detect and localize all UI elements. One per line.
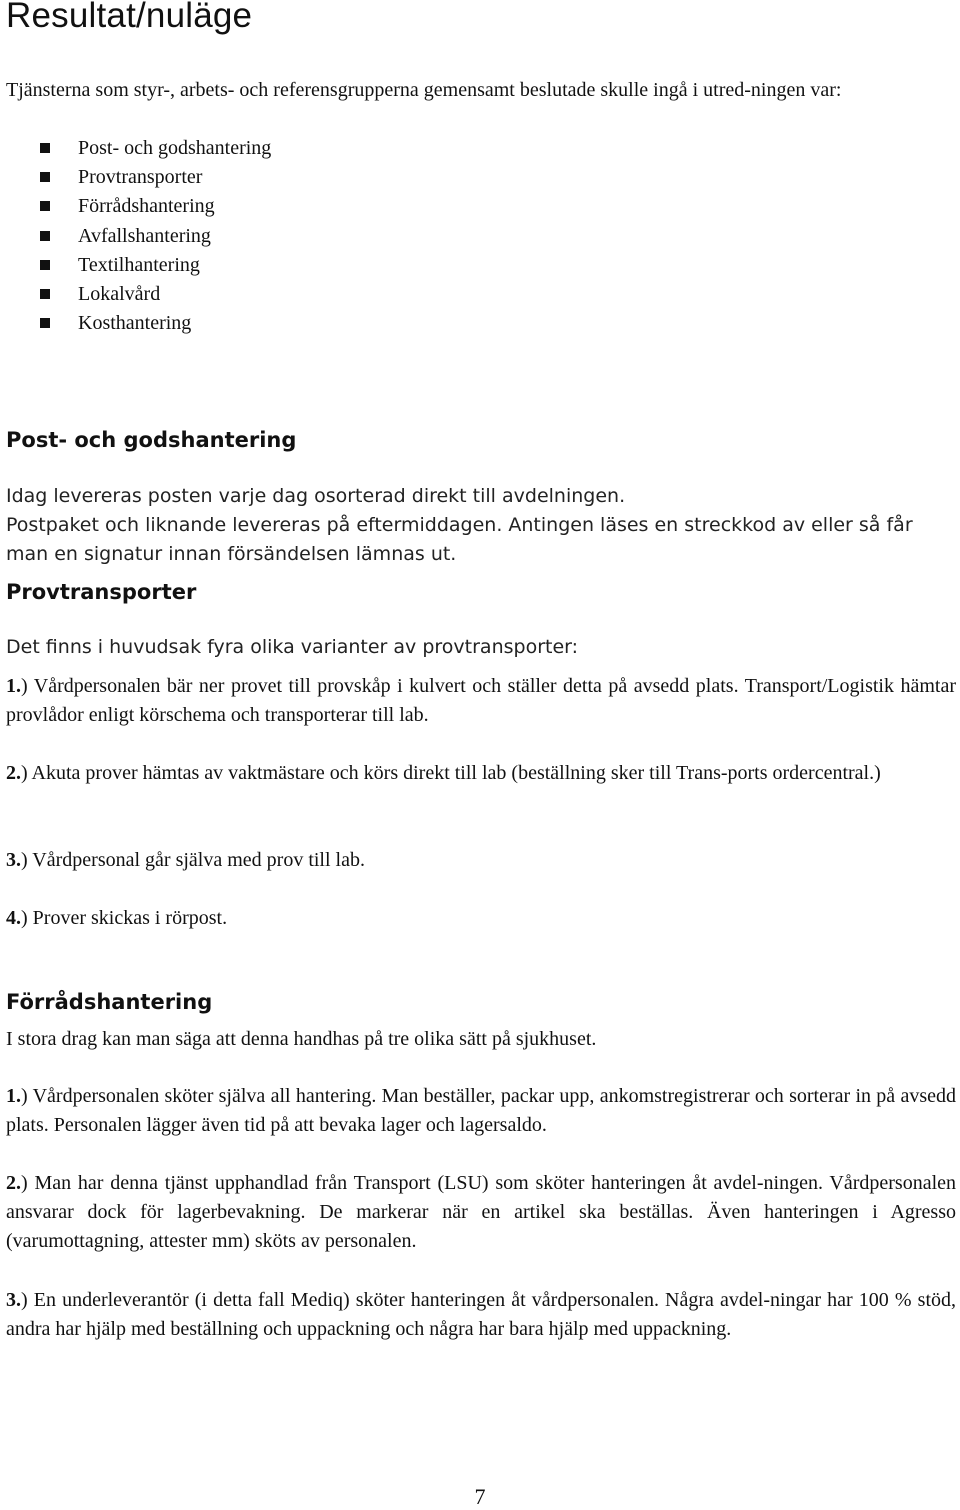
list-item: Provtransporter [40,163,271,192]
item-number: 4. [6,907,21,929]
list-item: Förrådshantering [40,192,271,221]
item-number: 1. [6,1085,21,1107]
square-bullet-icon [40,172,50,182]
intro-text: Tjänsterna som styr-, arbets- och referensgrupperna gemensamt beslutade skulle ingå i utred-ningen var: [6,79,842,101]
page-title: Resultat/nuläge [6,0,253,35]
item-number: 2. [6,1172,21,1194]
forrad-item-1: 1.) Vårdpersonalen sköter själva all hantering. Man beställer, packar upp, ankomstregistrerar och sorterar in på avsedd plats. Personalen lägger även tid på att bevaka lager och lagersaldo. [6,1085,956,1136]
item-number: 3. [6,849,21,871]
services-list [40,134,271,338]
section-heading-forrad: Förrådshantering [6,990,213,1014]
page-number: 7 [474,1484,486,1509]
item-number: 1. [6,675,21,697]
post-line-1: Idag levereras posten varje dag osorterad direkt till avdelningen. [6,485,626,507]
list-item: Lokalvård [40,280,271,309]
square-bullet-icon [40,318,50,328]
post-line-2: Postpaket och liknande levereras på eftermiddagen. Antingen läses en streckkod av eller så får man en signatur innan försändelsen lämnas ut. [6,514,913,565]
square-bullet-icon [40,260,50,270]
forrad-item-3: 3.) En underleverantör (i detta fall Mediq) sköter hanteringen åt vårdpersonalen. Några avdel-ningar har 100 % stöd, andra har hjälp med beställning och uppackning och några har bara hjälp med uppackning. [6,1289,956,1340]
item-number: 3. [6,1289,21,1311]
section-heading-post: Post- och godshantering [6,428,297,452]
prov-intro: Det finns i huvudsak fyra olika varianter av provtransporter: [6,636,579,658]
square-bullet-icon [40,231,50,241]
list-item: Post- och godshantering [40,134,271,163]
section-heading-prov: Provtransporter [6,580,197,604]
square-bullet-icon [40,201,50,211]
square-bullet-icon [40,289,50,299]
list-item: Textilhantering [40,251,271,280]
prov-item-3: 3.) Vårdpersonal går själva med prov till lab. [6,849,365,871]
forrad-item-2: 2.) Man har denna tjänst upphandlad från Transport (LSU) som sköter hanteringen åt avdel-ningen. Vårdpersonalen ansvarar dock för lagerbevakning. De markerar när en artikel ska beställas. Även hanteringen i Agresso (varumottagning, attester mm) sköts av personalen. [6,1172,956,1252]
forrad-intro: I stora drag kan man säga att denna handhas på tre olika sätt på sjukhuset. [6,1028,597,1050]
item-number: 2. [6,762,21,784]
square-bullet-icon [40,143,50,153]
list-item: Avfallshantering [40,222,271,251]
list-item: Kosthantering [40,309,271,338]
prov-item-1: 1.) Vårdpersonalen bär ner provet till provskåp i kulvert och ställer detta på avsedd plats. Transport/Logistik hämtar provlådor enligt körschema och transporterar till lab. [6,675,956,726]
prov-item-4: 4.) Prover skickas i rörpost. [6,907,228,929]
prov-item-2: 2.) Akuta prover hämtas av vaktmästare och körs direkt till lab (beställning sker till Trans-ports ordercentral.) [6,762,881,784]
